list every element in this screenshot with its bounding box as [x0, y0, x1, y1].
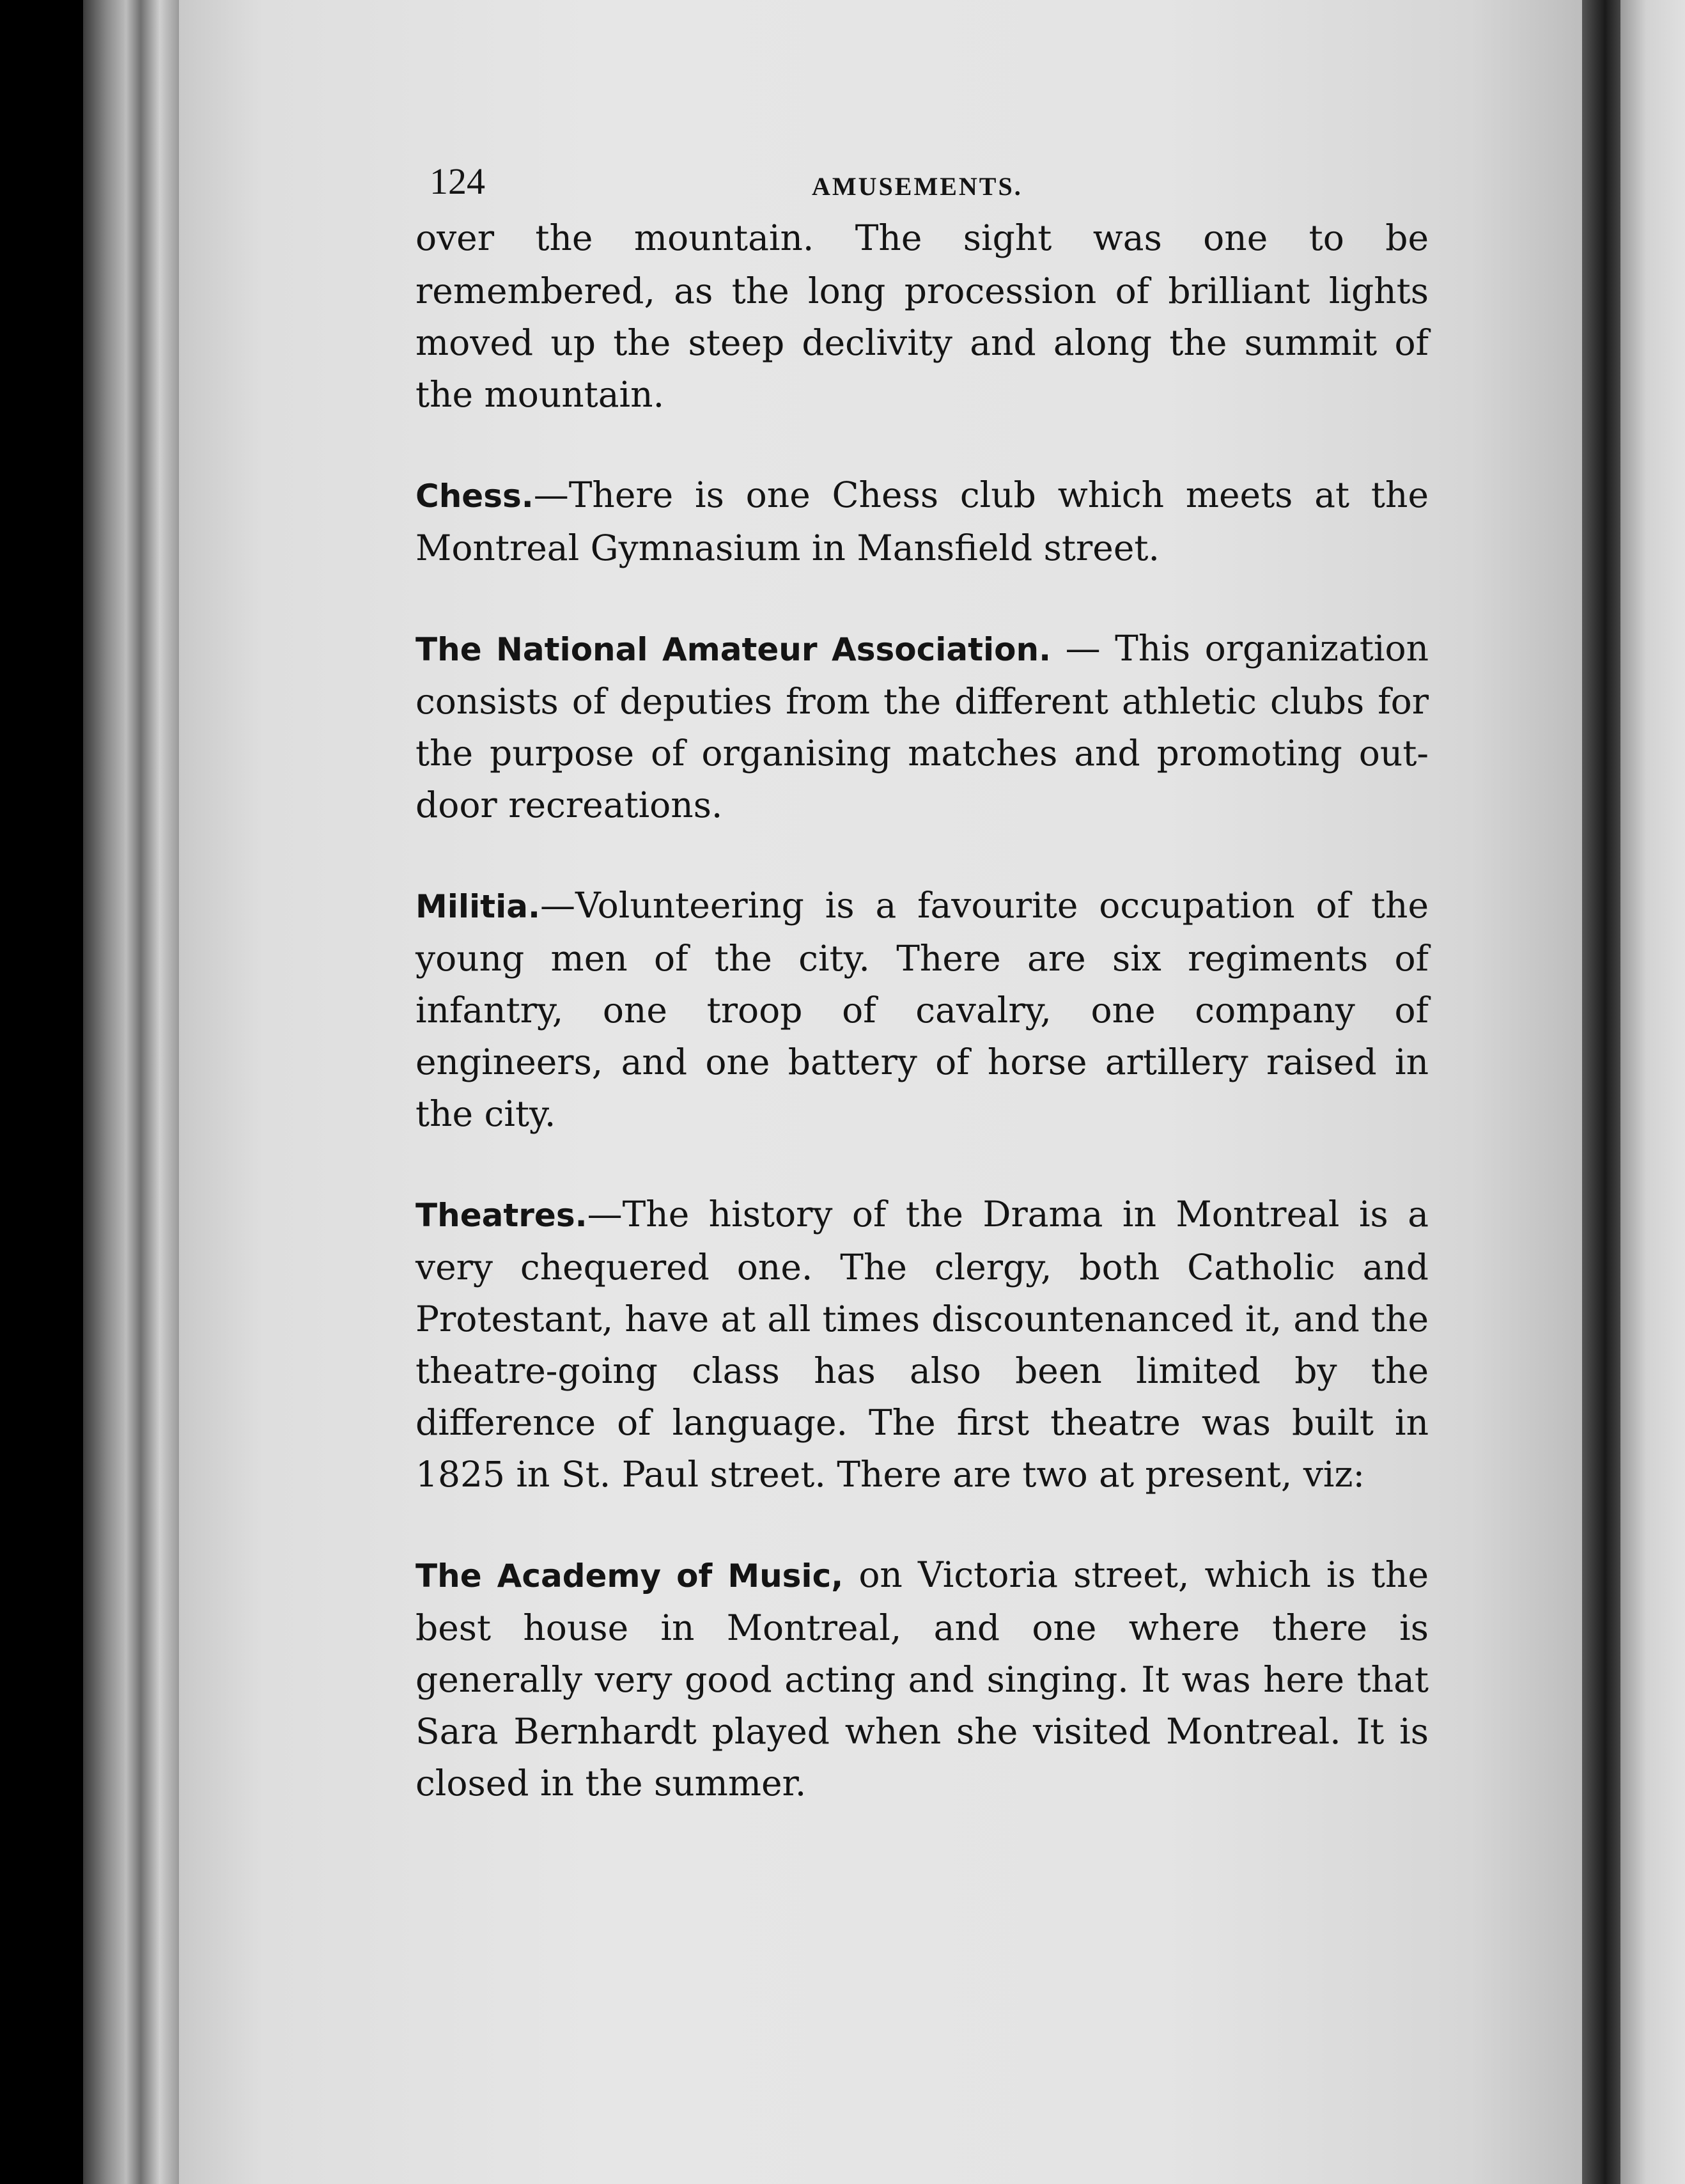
paragraph-lead: Militia.: [415, 888, 540, 925]
paragraph-militia: [415, 880, 1429, 1140]
paragraph-amateur-association: [415, 623, 1429, 831]
paragraph-lead: The Academy of Music,: [415, 1557, 844, 1595]
book-gutter: [1582, 0, 1620, 2184]
paragraph-text: on Victoria street, which is the best house in Montreal, and one where there is generally very good acting and singing. It was here that Sara Bernhardt played when she visited Montreal. It is closed in the summer.: [415, 1554, 1429, 1804]
paragraph-lead: Theatres.: [415, 1197, 587, 1234]
paragraph-text: —Volunteering is a favourite occupation of the young men of the city. There are six regiments of infantry, one troop of cavalry, one company of engineers, and one battery of horse artillery raised in the city.: [415, 885, 1429, 1134]
book-page-edges: [83, 0, 179, 2184]
adjacent-page-edge: [1620, 0, 1685, 2184]
paragraph-text: —There is one Chess club which meets at the Montreal Gymnasium in Mansfield street.: [415, 474, 1429, 568]
paragraph-text: — This organization consists of deputies from the different athletic clubs for the purpose of organising matches and promoting out-door recreations.: [415, 628, 1429, 825]
paragraph-text: over the mountain. The sight was one to be remembered, as the long procession of brilliant lights moved up the steep declivity and along the summit of the mountain.: [415, 217, 1429, 415]
paragraph-lead: Chess.: [415, 478, 534, 515]
paragraph-theatres: [415, 1189, 1429, 1501]
paragraph-lead: The National Amateur Association.: [415, 631, 1052, 668]
page-number: 124: [430, 160, 485, 202]
paragraph-chess: [415, 469, 1429, 574]
running-head: [415, 160, 1429, 205]
paragraph-mountain: [415, 212, 1429, 421]
running-title: AMUSEMENTS.: [812, 172, 1023, 201]
paragraph-academy-of-music: [415, 1549, 1429, 1809]
paragraph-text: —The history of the Drama in Montreal is a very chequered one. The clergy, both Catholic and Protestant, have at all times discountenanced it, and the theatre-going class has also been limited by the difference of language. The first theatre was built in 1825 in St. Paul street. There are two at present, viz:: [415, 1194, 1429, 1495]
page-content: [415, 160, 1429, 1809]
